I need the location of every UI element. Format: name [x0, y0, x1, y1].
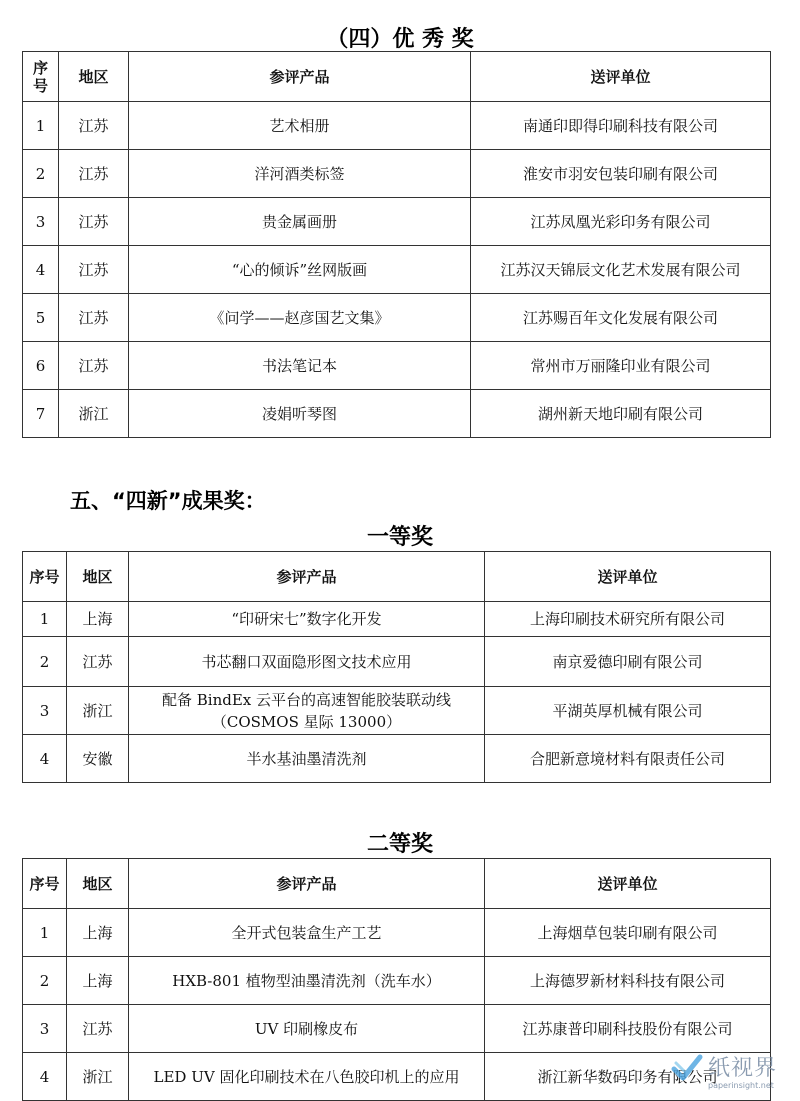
cell-product: 《问学——赵彦国艺文集》 [129, 294, 471, 342]
header-region: 地区 [59, 52, 129, 102]
table-row [23, 909, 771, 957]
header-unit: 送评单位 [471, 52, 771, 102]
cell-region: 江苏 [59, 294, 129, 342]
cell-unit: 淮安市羽安包装印刷有限公司 [471, 150, 771, 198]
cell-seq: 1 [23, 102, 59, 150]
second-prize-table [22, 858, 771, 1101]
cell-product: LED UV 固化印刷技术在八色胶印机上的应用 [129, 1053, 485, 1101]
cell-unit: 江苏凤凰光彩印务有限公司 [471, 198, 771, 246]
cell-product: 全开式包装盒生产工艺 [129, 909, 485, 957]
header-seq: 序号 [23, 859, 67, 909]
cell-unit: 湖州新天地印刷有限公司 [471, 390, 771, 438]
cell-seq: 5 [23, 294, 59, 342]
header-unit: 送评单位 [485, 859, 771, 909]
table-row [23, 957, 771, 1005]
cell-region: 江苏 [59, 246, 129, 294]
cell-product: “印研宋七”数字化开发 [129, 602, 485, 637]
cell-region: 浙江 [67, 1053, 129, 1101]
cell-region: 江苏 [59, 198, 129, 246]
cell-unit: 合肥新意境材料有限责任公司 [485, 735, 771, 783]
table-row [23, 294, 771, 342]
cell-seq: 1 [23, 909, 67, 957]
header-seq: 序号 [23, 552, 67, 602]
section4-table [22, 51, 771, 438]
table-row [23, 637, 771, 687]
table-row [23, 735, 771, 783]
first-prize-table [22, 551, 771, 783]
cell-seq: 3 [23, 687, 67, 735]
cell-unit: 南通印即得印刷科技有限公司 [471, 102, 771, 150]
cell-product: 半水基油墨清洗剂 [129, 735, 485, 783]
header-product: 参评产品 [129, 52, 471, 102]
cell-seq: 1 [23, 602, 67, 637]
cell-region: 江苏 [59, 102, 129, 150]
table-row [23, 246, 771, 294]
cell-product: UV 印刷橡皮布 [129, 1005, 485, 1053]
cell-product: 贵金属画册 [129, 198, 471, 246]
second-prize-title: 二等奖 [366, 832, 433, 857]
cell-product: 凌娟听琴图 [129, 390, 471, 438]
header-product: 参评产品 [129, 859, 485, 909]
watermark-url: paperinsight.net [708, 1081, 774, 1090]
cell-region: 江苏 [59, 150, 129, 198]
cell-region: 江苏 [67, 1005, 129, 1053]
cell-unit: 江苏汉天锦辰文化艺术发展有限公司 [471, 246, 771, 294]
cell-product: 洋河酒类标签 [129, 150, 471, 198]
cell-region: 上海 [67, 957, 129, 1005]
table-row [23, 687, 771, 735]
cell-unit: 江苏赐百年文化发展有限公司 [471, 294, 771, 342]
table-row [23, 342, 771, 390]
cell-product: 艺术相册 [129, 102, 471, 150]
cell-region: 浙江 [67, 687, 129, 735]
table-row [23, 102, 771, 150]
header-region: 地区 [67, 552, 129, 602]
cell-region: 上海 [67, 909, 129, 957]
cell-seq: 7 [23, 390, 59, 438]
table-row [23, 150, 771, 198]
cell-unit: 浙江新华数码印务有限公司 [485, 1053, 771, 1101]
section4-title: （四）优 秀 奖 [326, 27, 474, 52]
paperinsight-logo-icon [670, 1051, 704, 1085]
header-unit: 送评单位 [485, 552, 771, 602]
cell-unit: 常州市万丽隆印业有限公司 [471, 342, 771, 390]
cell-seq: 4 [23, 1053, 67, 1101]
table-row [23, 198, 771, 246]
header-product: 参评产品 [129, 552, 485, 602]
product-line-2: （COSMOS 星际 13000） [211, 712, 402, 731]
header-seq: 序号 [23, 52, 59, 102]
cell-unit: 上海烟草包装印刷有限公司 [485, 909, 771, 957]
cell-product [129, 687, 485, 735]
table-header-row [23, 859, 771, 909]
table-row [23, 390, 771, 438]
cell-seq: 4 [23, 735, 67, 783]
table-row [23, 602, 771, 637]
cell-seq: 4 [23, 246, 59, 294]
cell-seq: 3 [23, 198, 59, 246]
cell-unit: 平湖英厚机械有限公司 [485, 687, 771, 735]
cell-region: 江苏 [59, 342, 129, 390]
watermark-name: 纸视界 [708, 1056, 778, 1081]
cell-product: HXB-801 植物型油墨清洗剂（洗车水） [129, 957, 485, 1005]
cell-unit: 上海德罗新材料科技有限公司 [485, 957, 771, 1005]
table-row [23, 1005, 771, 1053]
cell-seq: 6 [23, 342, 59, 390]
watermark [670, 1045, 790, 1095]
cell-seq: 2 [23, 637, 67, 687]
cell-region: 江苏 [67, 637, 129, 687]
cell-unit: 上海印刷技术研究所有限公司 [485, 602, 771, 637]
cell-product: 书法笔记本 [129, 342, 471, 390]
cell-seq: 2 [23, 957, 67, 1005]
cell-seq: 3 [23, 1005, 67, 1053]
table-header-row [23, 52, 771, 102]
cell-region: 浙江 [59, 390, 129, 438]
cell-product: 书芯翻口双面隐形图文技术应用 [129, 637, 485, 687]
cell-region: 上海 [67, 602, 129, 637]
header-region: 地区 [67, 859, 129, 909]
cell-seq: 2 [23, 150, 59, 198]
section5-heading: 五、“四新”成果奖： [70, 489, 266, 513]
cell-product: “心的倾诉”丝网版画 [129, 246, 471, 294]
cell-unit: 南京爱德印刷有限公司 [485, 637, 771, 687]
product-line-1: 配备 BindEx 云平台的高速智能胶装联动线 [161, 690, 452, 709]
table-row [23, 1053, 771, 1101]
table-header-row [23, 552, 771, 602]
cell-region: 安徽 [67, 735, 129, 783]
first-prize-title: 一等奖 [366, 525, 433, 550]
cell-unit: 江苏康普印刷科技股份有限公司 [485, 1005, 771, 1053]
